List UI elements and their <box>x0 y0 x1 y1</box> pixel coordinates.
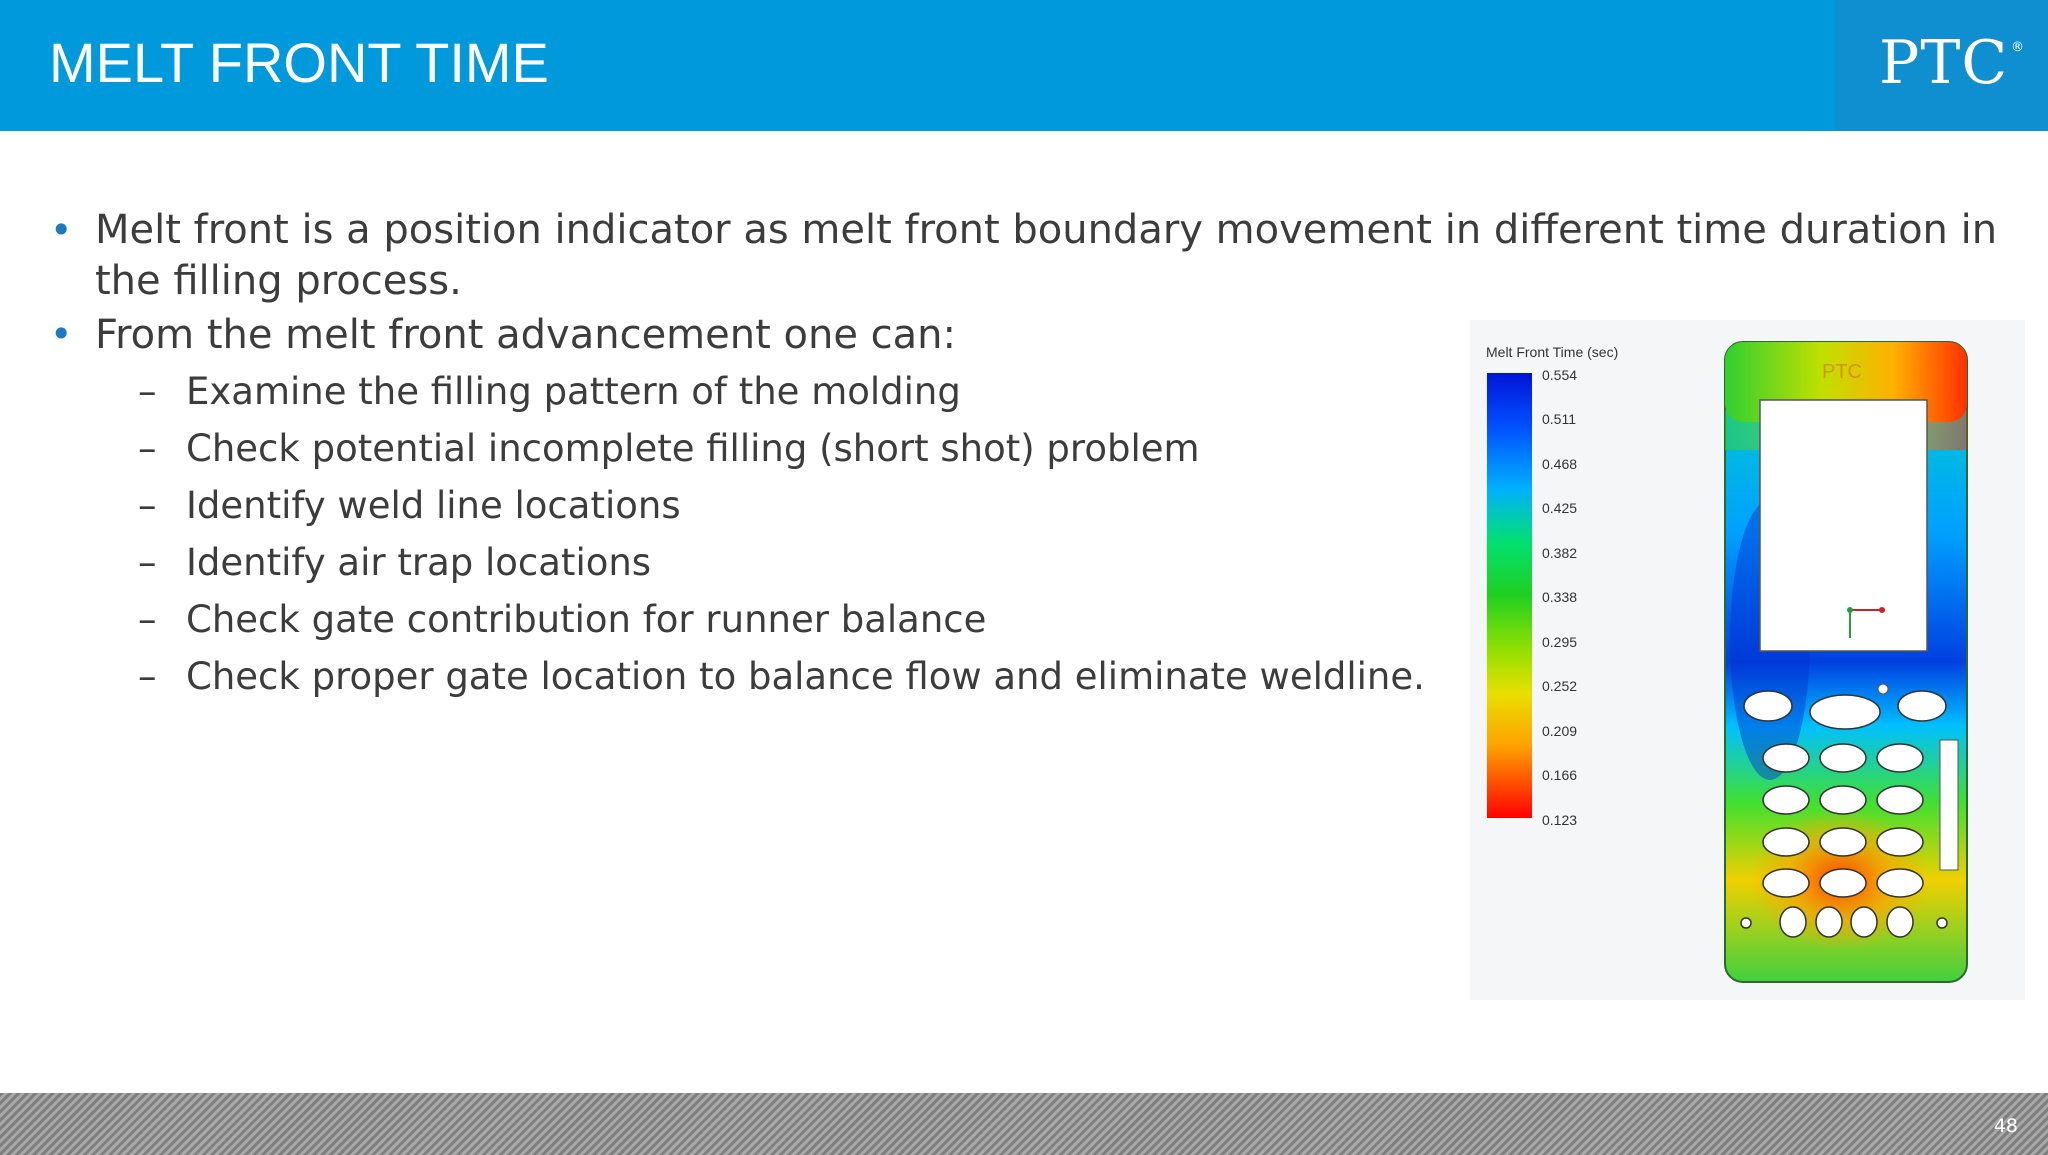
bullet-line: Melt front is a position indicator as melt front boundary movement in different time duration in <box>95 207 1998 253</box>
legend-tick: 0.295 <box>1542 634 1578 650</box>
legend-tick: 0.252 <box>1542 678 1578 694</box>
dash-marker: – <box>138 427 157 470</box>
melt-front-figure <box>1470 320 2025 1000</box>
phone-part-model <box>1725 342 1967 982</box>
slide-title: MELT FRONT TIME <box>49 31 549 94</box>
legend-tick: 0.468 <box>1542 456 1578 472</box>
dash-marker: – <box>138 598 157 641</box>
title-bar <box>0 0 2048 131</box>
legend-tick: 0.554 <box>1542 367 1578 383</box>
bullet-dot: • <box>50 312 73 356</box>
legend-tick: 0.338 <box>1542 589 1578 605</box>
legend-tick: 0.511 <box>1542 411 1576 427</box>
logo-text: PTC <box>1879 28 2009 98</box>
legend-colorbar <box>1487 373 1532 818</box>
page-number: 48 <box>1993 1115 2018 1137</box>
sub-bullet-item: Check proper gate location to balance flow and eliminate weldline. <box>186 655 1425 698</box>
legend-tick: 0.166 <box>1542 767 1578 783</box>
registered-mark: ® <box>2011 40 2024 55</box>
sub-bullet-item: Identify air trap locations <box>186 541 652 584</box>
dash-marker: – <box>138 541 157 584</box>
part-embossed-label: PTC <box>1822 361 1862 383</box>
bullet-item <box>50 205 1998 307</box>
sub-bullet-item: Examine the filling pattern of the molding <box>186 370 961 413</box>
ptc-logo <box>1835 0 2048 131</box>
dash-marker: – <box>138 655 157 698</box>
legend-title: Melt Front Time (sec) <box>1486 344 1619 360</box>
dash-marker: – <box>138 484 157 527</box>
footer-bar <box>0 1093 2048 1155</box>
bullet-dot: • <box>50 208 73 252</box>
sub-bullet-item: Check gate contribution for runner balance <box>186 598 987 641</box>
legend-tick: 0.209 <box>1542 723 1578 739</box>
sub-bullet-item: Identify weld line locations <box>186 484 681 527</box>
legend-tick: 0.382 <box>1542 545 1578 561</box>
legend-tick: 0.425 <box>1542 500 1578 516</box>
sub-bullet-item: Check potential incomplete filling (short shot) problem <box>186 427 1200 470</box>
legend-tick: 0.123 <box>1542 812 1578 828</box>
bullet-line: From the melt front advancement one can: <box>95 312 956 358</box>
melt-front-svg <box>1470 320 2025 1000</box>
bullet-line: the filling process. <box>95 258 462 304</box>
dash-marker: – <box>138 370 157 413</box>
bullet-item <box>50 312 956 358</box>
